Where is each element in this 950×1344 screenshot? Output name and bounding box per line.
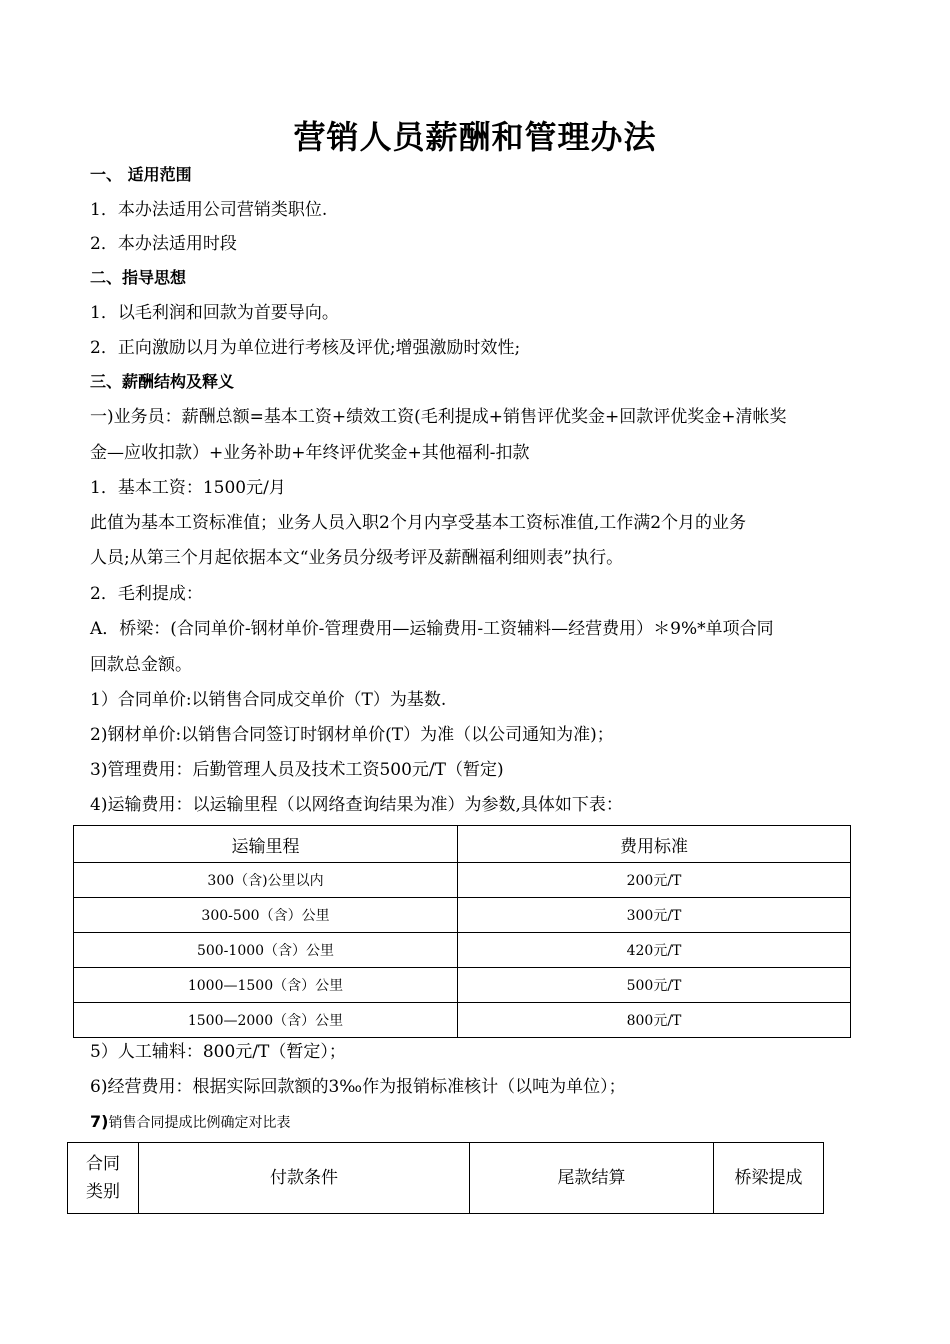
header-cell: 运输里程 — [74, 826, 458, 863]
table-cell: 420元/T — [458, 933, 851, 968]
paragraph-line: A．桥梁：(合同单价-钢材单价-管理费用—运输费用-工资辅料—经营费用）＊9%*单项合同 — [90, 619, 774, 639]
header-cell: 尾款结算 — [470, 1143, 714, 1214]
table-cell: 300-500（含）公里 — [74, 898, 458, 933]
paragraph-line: 一)业务员：薪酬总额=基本工资+绩效工资(毛利提成+销售评优奖金+回款评优奖金+清帐奖 — [90, 407, 787, 427]
page-title: 营销人员薪酬和管理办法 — [293, 118, 657, 156]
header-text: 合同 — [86, 1154, 120, 1174]
paragraph-line: 1）合同单价:以销售合同成交单价（T）为基数. — [90, 690, 447, 710]
paragraph-line: 人员;从第三个月起依据本文“业务员分级考评及薪酬福利细则表”执行。 — [90, 548, 624, 568]
paragraph-line: 2)钢材单价:以销售合同签订时钢材单价(T）为准（以公司通知为准)； — [90, 725, 614, 745]
table-row — [74, 898, 851, 933]
table-cell: 500元/T — [458, 968, 851, 1003]
section-heading-guidance: 二、指导思想 — [90, 268, 187, 287]
paragraph-line: 4)运输费用：以运输里程（以网络查询结果为准）为参数,具体如下表： — [90, 795, 623, 815]
table-row — [74, 968, 851, 1003]
table-row — [74, 1003, 851, 1038]
header-text: 类别 — [86, 1182, 120, 1202]
paragraph-line: 2．毛利提成： — [90, 584, 203, 604]
table-row — [74, 933, 851, 968]
table-cell: 500-1000（含）公里 — [74, 933, 458, 968]
paragraph-line: 6)经营费用：根据实际回款额的3‰作为报销标准核计（以吨为单位）； — [90, 1077, 626, 1097]
paragraph-line: 2．正向激励以月为单位进行考核及评优;增强激励时效性; — [90, 338, 521, 358]
commission-ratio-table — [67, 1142, 824, 1214]
header-cell: 桥梁提成 — [714, 1143, 824, 1214]
transport-fee-table — [73, 825, 851, 1038]
table-header-row — [74, 826, 851, 863]
table-cell: 800元/T — [458, 1003, 851, 1038]
header-cell: 费用标准 — [458, 826, 851, 863]
header-cell-contract-type — [68, 1143, 139, 1214]
paragraph-line: 回款总金额。 — [90, 655, 192, 675]
paragraph-line — [90, 1111, 290, 1134]
paragraph-line: 金—应收扣款）+业务补助+年终评优奖金+其他福利-扣款 — [90, 443, 530, 463]
paragraph-line: 1．基本工资：1500元/月 — [90, 478, 286, 498]
paragraph-line: 1．本办法适用公司营销类职位. — [90, 200, 328, 220]
table-header-row — [68, 1143, 824, 1214]
list-number: 7) — [90, 1112, 109, 1131]
section-heading-salary-structure: 三、薪酬结构及释义 — [90, 372, 235, 391]
table-row — [74, 863, 851, 898]
table-cell: 1500—2000（含）公里 — [74, 1003, 458, 1038]
paragraph-line: 3)管理费用：后勤管理人员及技术工资500元/T（暂定) — [90, 760, 504, 780]
paragraph-line: 5）人工辅料：800元/T（暂定）； — [90, 1042, 346, 1062]
table-cell: 300元/T — [458, 898, 851, 933]
paragraph-line: 2．本办法适用时段 — [90, 234, 237, 254]
caption-text: 销售合同提成比例确定对比表 — [108, 1115, 291, 1131]
section-heading-scope: 一、 适用范围 — [90, 165, 192, 184]
paragraph-line: 此值为基本工资标准值；业务人员入职2个月内享受基本工资标准值,工作满2个月的业务 — [90, 513, 747, 533]
table-cell: 1000—1500（含）公里 — [74, 968, 458, 1003]
header-cell: 付款条件 — [139, 1143, 470, 1214]
paragraph-line: 1．以毛利润和回款为首要导向。 — [90, 303, 339, 323]
table-cell: 200元/T — [458, 863, 851, 898]
table-cell: 300（含)公里以内 — [74, 863, 458, 898]
